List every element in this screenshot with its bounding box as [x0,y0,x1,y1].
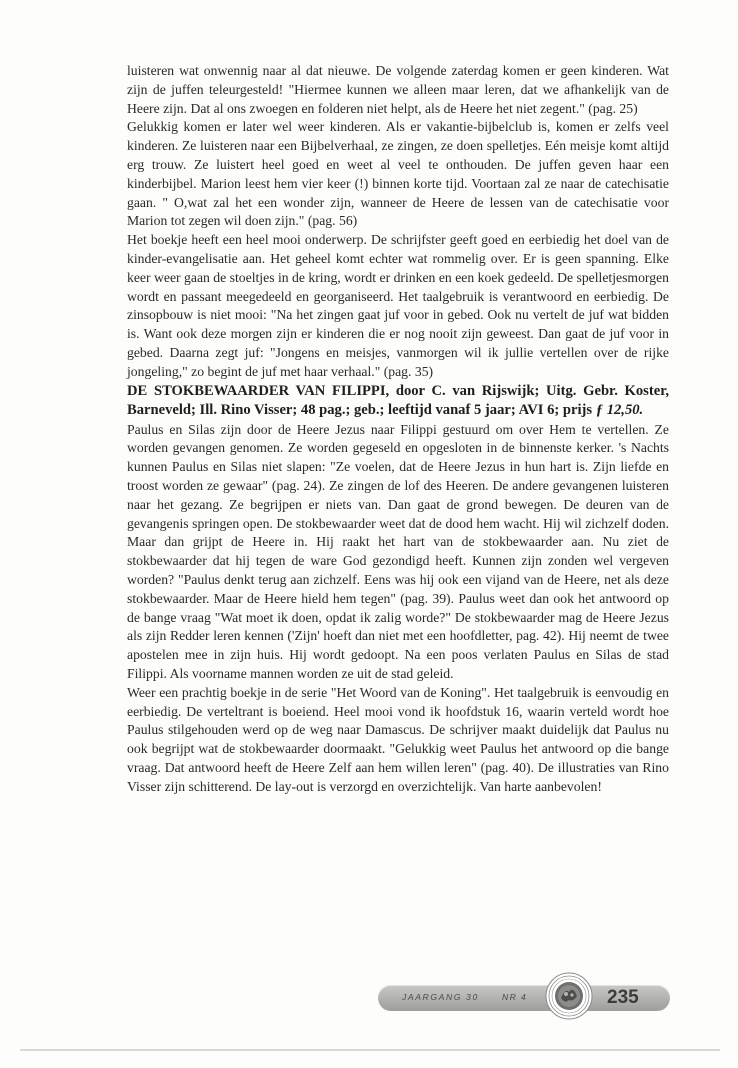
review-heading-text: DE STOKBEWAARDER VAN FILIPPI, door C. van Rijswijk; Uitg. Gebr. Koster, Barneveld; Ill. Rino Visser; 48 pag.; geb.; leeftijd vanaf 5 jaar; AVI 6; prijs [127,382,669,419]
review-price: ƒ 12,50. [595,402,644,419]
text-column [127,62,669,796]
page-number: 235 [607,987,639,1008]
journal-seal-icon [545,972,593,1020]
bottom-divider [20,1049,720,1051]
body-paragraph-3: Het boekje heeft een heel mooi onderwerp. De schrijfster geeft goed en eerbiedig het doel van de kinder-evangelisatie aan. Het geheel komt echter wat rommelig over. Er is geen spanning. Elke keer weer gaan de stoeltjes in de kring, wordt er drinken en een koek gedeeld. De spelletjesmorgen wordt en passant meegedeeld en georganiseerd. Het taalgebruik is verantwoord en eerbiedig. De zinsopbouw is niet mooi: "Na het zingen gaat juf voor in gebed. Ook nu vertelt de juf wat bidden is. Want ook deze morgen zijn er kinderen die er nog nooit zijn geweest. Dan gaat de juf voor in gebed. Daarna zegt juf: "Jongens en meisjes, vanmorgen wil ik jullie vertellen over de rijke jongeling," zo begint de juf met haar verhaal." (pag. 35) [127,232,669,379]
review-heading [127,382,669,421]
body-paragraph-1: luisteren wat onwennig naar al dat nieuwe. De volgende zaterdag komen er geen kinderen. Wat zijn de juffen teleurgesteld! "Hiermee kunnen we alleen maar leren, dat we afhankelijk van de Heere zijn. Dat al ons zwoegen en folderen niet helpt, als de Heere het niet zegent." (pag. 25) [127,63,669,116]
journal-issue: NR 4 [502,992,528,1002]
review-paragraph-1: Paulus en Silas zijn door de Heere Jezus naar Filippi gestuurd om over Hem te vertellen. Ze worden gevangen genomen. Ze worden gegeseld en opgesloten in de binnenste kerker. 's Nachts kunnen Paulus en Silas niet slapen: "Ze voelen, dat de Heere Jezus in hun hart is. Zijn liefde en troost worden ze gewaar" (pag. 24). Ze zingen de lof des Heeren. De andere gevangenen luisteren naar het gezang. Ze begrijpen er niets van. Dan gaat de grond bewegen. De deuren van de gevangenis springen open. De stokbewaarder weet dat de dood hem wacht. Hij wil zichzelf doden. Maar dan grijpt de Heere in. Hij raakt het hart van de stokbewaarder aan. Nu ziet de stokbewaarder dat hij tegen de ware God gezondigd heeft. Kunnen zijn zonden wel vergeven worden? "Paulus denkt terug aan zichzelf. Eens was hij ook een vijand van de Heere, net als deze stokbewaarder. Maar de Heere hield hem tegen" (pag. 39). Paulus weet dan ook het antwoord op de bange vraag "Wat moet ik doen, opdat ik zalig worde?" De stokbewaarder mag de Heere Jezus als zijn Redder leren kennen ('Zijn' hoeft dan niet met een hoofdletter, pag. 42). Hij neemt de twee apostelen mee in zijn huis. Hij wordt gedoopt. Na een poos verlaten Paulus en Silas de stad Filippi. Als voorname mannen worden ze uit de stad geleid. [127,421,669,681]
journal-volume: JAARGANG 30 [402,992,479,1002]
review-paragraph-2: Weer een prachtig boekje in de serie "Het Woord van de Koning". Het taalgebruik is eenvoudig en eerbiedig. De verteltrant is boeiend. Heel mooi vond ik hoofdstuk 16, waarin verteld wordt hoe Paulus stilgehouden werd op de weg naar Damascus. De schrijver maakt duidelijk dat Paulus nu ook begrijpt wat de stokbewaarder doormaakt. "Gelukkig weet Paulus het antwoord op die bange vraag. Dat antwoord heeft de Heere Zelf aan hem willen leren" (pag. 40). De illustraties van Rino Visser zijn schitterend. De lay-out is verzorgd en overzichtelijk. Van harte aanbevolen! [127,684,669,794]
page-footer [378,972,674,1022]
body-paragraph-2: Gelukkig komen er later wel weer kinderen. Als er vakantie-bijbelclub is, komen er zelfs veel kinderen. Ze luisteren naar een Bijbelverhaal, ze zingen, ze doen spelletjes. Eén meisje komt altijd erg trouw. Ze luistert heel goed en weet al veel te onthouden. De juffen geven haar een kinderbijbel. Marion leest hem vier keer (!) binnen korte tijd. Voortaan zal ze naar de catechisatie gaan. " O,wat zal het een wonder zijn, wanneer de Heere de lessen van de catechisatie voor Marion tot zegen wil doen zijn." (pag. 56) [127,119,669,229]
